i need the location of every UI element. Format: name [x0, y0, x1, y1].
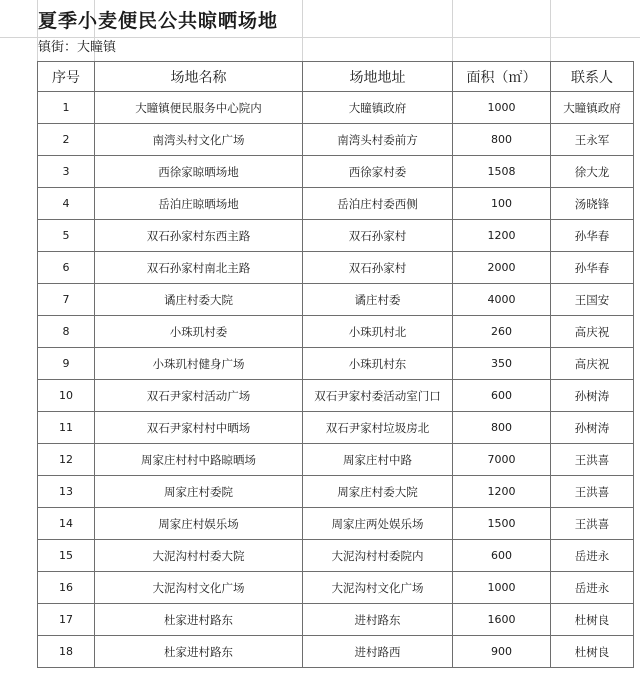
serial-no-cell[interactable]: 12 [38, 444, 95, 476]
site-address-cell[interactable]: 岳泊庄村委西侧 [303, 188, 453, 220]
site-address-cell[interactable]: 周家庄两处娱乐场 [303, 508, 453, 540]
serial-no-cell[interactable]: 11 [38, 412, 95, 444]
serial-no-cell[interactable]: 1 [38, 92, 95, 124]
site-name-cell[interactable]: 杜家进村路东 [95, 604, 303, 636]
site-name-cell[interactable]: 南湾头村文化广场 [95, 124, 303, 156]
site-address-cell[interactable]: 双石孙家村 [303, 252, 453, 284]
area-cell[interactable]: 2000 [453, 252, 551, 284]
area-cell[interactable]: 600 [453, 380, 551, 412]
table-row [38, 380, 634, 412]
contact-cell[interactable]: 高庆祝 [551, 348, 634, 380]
site-address-cell[interactable]: 进村路东 [303, 604, 453, 636]
drying-sites-table [37, 61, 634, 668]
serial-no-cell[interactable]: 8 [38, 316, 95, 348]
area-cell[interactable]: 800 [453, 412, 551, 444]
table-row [38, 252, 634, 284]
serial-no-cell[interactable]: 16 [38, 572, 95, 604]
serial-no-cell[interactable]: 3 [38, 156, 95, 188]
serial-no-cell[interactable]: 2 [38, 124, 95, 156]
area-cell[interactable]: 1200 [453, 220, 551, 252]
site-name-cell[interactable]: 双石尹家村村中晒场 [95, 412, 303, 444]
area-cell[interactable]: 350 [453, 348, 551, 380]
site-name-cell[interactable]: 大瞳镇便民服务中心院内 [95, 92, 303, 124]
contact-cell[interactable]: 徐大龙 [551, 156, 634, 188]
table-row [38, 572, 634, 604]
site-name-cell[interactable]: 双石孙家村南北主路 [95, 252, 303, 284]
table-row [38, 188, 634, 220]
site-address-cell[interactable]: 周家庄村委大院 [303, 476, 453, 508]
table-row [38, 508, 634, 540]
contact-cell[interactable]: 杜树良 [551, 636, 634, 668]
header-contact[interactable]: 联系人 [551, 62, 634, 92]
table-row [38, 92, 634, 124]
site-address-cell[interactable]: 周家庄村中路 [303, 444, 453, 476]
table-row [38, 444, 634, 476]
site-address-cell[interactable]: 西徐家村委 [303, 156, 453, 188]
contact-cell[interactable]: 大瞳镇政府 [551, 92, 634, 124]
table-row [38, 540, 634, 572]
area-cell[interactable]: 1600 [453, 604, 551, 636]
table-row [38, 316, 634, 348]
contact-cell[interactable]: 王洪喜 [551, 508, 634, 540]
table-row [38, 604, 634, 636]
town-label: 镇街：大瞳镇 [38, 40, 117, 55]
site-address-cell[interactable]: 大泥沟村文化广场 [303, 572, 453, 604]
area-cell[interactable]: 800 [453, 124, 551, 156]
contact-cell[interactable]: 孙树涛 [551, 412, 634, 444]
table-header-row [38, 62, 634, 92]
serial-no-cell[interactable]: 5 [38, 220, 95, 252]
contact-cell[interactable]: 王洪喜 [551, 444, 634, 476]
table-row [38, 284, 634, 316]
table-row [38, 636, 634, 668]
serial-no-cell[interactable]: 9 [38, 348, 95, 380]
gridline [550, 0, 551, 62]
site-name-cell[interactable]: 大泥沟村村委大院 [95, 540, 303, 572]
table-row [38, 124, 634, 156]
contact-cell[interactable]: 汤晓锋 [551, 188, 634, 220]
serial-no-cell[interactable]: 7 [38, 284, 95, 316]
serial-no-cell[interactable]: 10 [38, 380, 95, 412]
site-address-cell[interactable]: 小珠玑村东 [303, 348, 453, 380]
site-name-cell[interactable]: 周家庄村委院 [95, 476, 303, 508]
site-name-cell[interactable]: 双石尹家村活动广场 [95, 380, 303, 412]
serial-no-cell[interactable]: 15 [38, 540, 95, 572]
site-name-cell[interactable]: 谲庄村委大院 [95, 284, 303, 316]
header-site-address[interactable]: 场地地址 [303, 62, 453, 92]
header-serial-no[interactable]: 序号 [38, 62, 95, 92]
header-site-name[interactable]: 场地名称 [95, 62, 303, 92]
serial-no-cell[interactable]: 17 [38, 604, 95, 636]
site-address-cell[interactable]: 南湾头村委前方 [303, 124, 453, 156]
area-cell[interactable]: 4000 [453, 284, 551, 316]
table-row [38, 220, 634, 252]
serial-no-cell[interactable]: 13 [38, 476, 95, 508]
site-name-cell[interactable]: 双石孙家村东西主路 [95, 220, 303, 252]
site-name-cell[interactable]: 小珠玑村委 [95, 316, 303, 348]
serial-no-cell[interactable]: 14 [38, 508, 95, 540]
header-area[interactable]: 面积（㎡） [453, 62, 551, 92]
table-row [38, 476, 634, 508]
table-row [38, 156, 634, 188]
site-name-cell[interactable]: 大泥沟村文化广场 [95, 572, 303, 604]
site-name-cell[interactable]: 周家庄村村中路晾晒场 [95, 444, 303, 476]
contact-cell[interactable]: 杜树良 [551, 604, 634, 636]
area-cell[interactable]: 900 [453, 636, 551, 668]
area-cell[interactable]: 100 [453, 188, 551, 220]
contact-cell[interactable]: 岳进永 [551, 540, 634, 572]
area-cell[interactable]: 1000 [453, 572, 551, 604]
contact-cell[interactable]: 王永军 [551, 124, 634, 156]
site-address-cell[interactable]: 大瞳镇政府 [303, 92, 453, 124]
contact-cell[interactable]: 岳进永 [551, 572, 634, 604]
area-cell[interactable]: 7000 [453, 444, 551, 476]
contact-cell[interactable]: 王洪喜 [551, 476, 634, 508]
contact-cell[interactable]: 王国安 [551, 284, 634, 316]
site-name-cell[interactable]: 小珠玑村健身广场 [95, 348, 303, 380]
area-cell[interactable]: 1200 [453, 476, 551, 508]
site-name-cell[interactable]: 岳泊庄晾晒场地 [95, 188, 303, 220]
table-row [38, 412, 634, 444]
area-cell[interactable]: 1000 [453, 92, 551, 124]
serial-no-cell[interactable]: 6 [38, 252, 95, 284]
contact-cell[interactable]: 孙华春 [551, 252, 634, 284]
contact-cell[interactable]: 孙华春 [551, 220, 634, 252]
site-name-cell[interactable]: 西徐家晾晒场地 [95, 156, 303, 188]
table-row [38, 348, 634, 380]
sheet-title: 夏季小麦便民公共晾晒场地 [38, 10, 279, 32]
gridline [452, 0, 453, 62]
site-address-cell[interactable]: 小珠玑村北 [303, 316, 453, 348]
site-address-cell[interactable]: 大泥沟村村委院内 [303, 540, 453, 572]
serial-no-cell[interactable]: 4 [38, 188, 95, 220]
site-address-cell[interactable]: 谲庄村委 [303, 284, 453, 316]
site-address-cell[interactable]: 双石孙家村 [303, 220, 453, 252]
site-address-cell[interactable]: 双石尹家村垃圾房北 [303, 412, 453, 444]
contact-cell[interactable]: 高庆祝 [551, 316, 634, 348]
site-address-cell[interactable]: 双石尹家村委活动室门口 [303, 380, 453, 412]
contact-cell[interactable]: 孙树涛 [551, 380, 634, 412]
area-cell[interactable]: 1508 [453, 156, 551, 188]
area-cell[interactable]: 1500 [453, 508, 551, 540]
area-cell[interactable]: 260 [453, 316, 551, 348]
site-name-cell[interactable]: 杜家进村路东 [95, 636, 303, 668]
site-name-cell[interactable]: 周家庄村娱乐场 [95, 508, 303, 540]
serial-no-cell[interactable]: 18 [38, 636, 95, 668]
site-address-cell[interactable]: 进村路西 [303, 636, 453, 668]
area-cell[interactable]: 600 [453, 540, 551, 572]
gridline [302, 0, 303, 62]
